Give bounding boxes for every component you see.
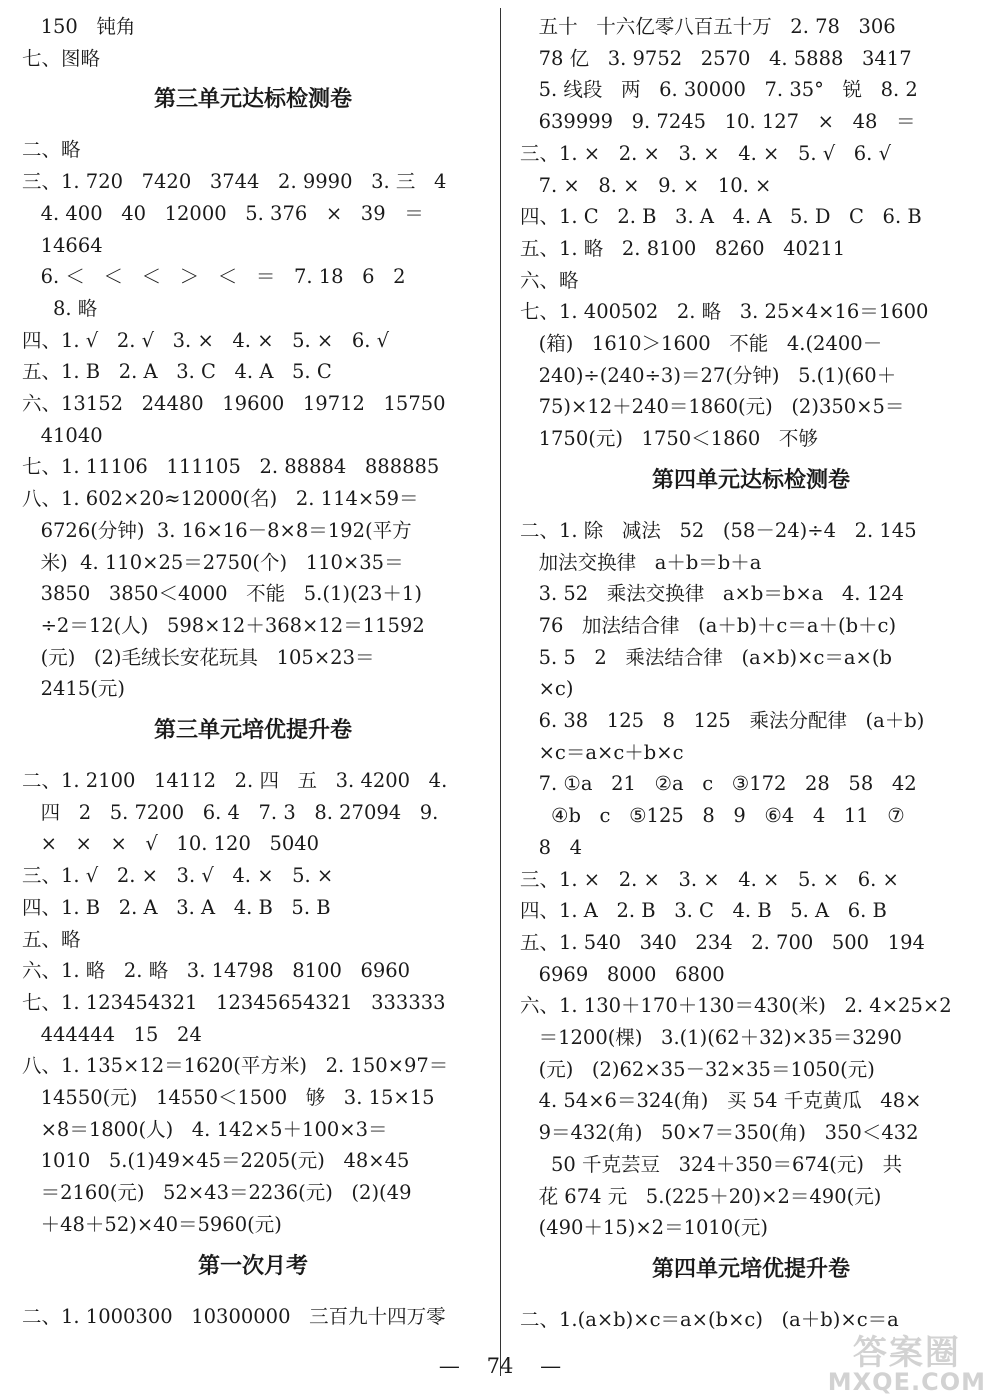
- answer-line: ＋48＋52)×40＝5960(元): [22, 1212, 282, 1236]
- answer-line: 二、1. 1000300 10300000 三百九十四万零: [22, 1304, 446, 1328]
- answer-line: 三、1. √ 2. × 3. √ 4. × 5. ×: [22, 864, 334, 888]
- answer-line: 花 674 元 5.(225＋20)×2＝490(元): [520, 1184, 882, 1208]
- column-divider: [500, 8, 501, 1376]
- answer-line: ÷2＝12(人) 598×12＋368×12＝11592: [22, 613, 425, 637]
- answer-line: (元) (2)毛绒长安花玩具 105×23＝: [22, 645, 375, 669]
- answer-line: 1010 5.(1)49×45＝2205(元) 48×45: [22, 1149, 410, 1173]
- watermark-cn: 答案圈: [852, 1333, 961, 1373]
- answer-line: 六、13152 24480 19600 19712 15750: [22, 392, 446, 415]
- answer-line: 5. 线段 两 6. 30000 7. 35° 锐 8. 2: [520, 78, 918, 102]
- answer-line: 五、略: [22, 927, 81, 951]
- answer-line: 七、1. 123454321 12345654321 333333: [22, 990, 446, 1014]
- answer-line: 8 4: [520, 835, 583, 859]
- answer-line: ×c): [520, 677, 574, 701]
- answer-line: 八、1. 135×12＝1620(平方米) 2. 150×97＝: [22, 1054, 449, 1078]
- watermark-logo: [827, 1333, 986, 1396]
- answer-line: 二、略: [22, 138, 81, 162]
- section-heading: 第三单元培优提升卷: [153, 718, 352, 743]
- section-heading: 第一次月考: [197, 1253, 308, 1279]
- answer-line: 加法交换律 a＋b＝b＋a: [520, 550, 762, 574]
- answer-line: (490＋15)×2＝1010(元): [520, 1216, 768, 1240]
- answer-line: 14664: [22, 233, 103, 257]
- answer-line: 4. 400 40 12000 5. 376 × 39 ＝: [22, 201, 424, 225]
- answer-line: 二、1. 除 减法 52 (58－24)÷4 2. 145: [520, 518, 917, 542]
- answer-line: (箱) 1610＞1600 不能 4.(2400－: [520, 332, 883, 355]
- answer-line: 41040: [22, 423, 103, 447]
- page-number: 74: [486, 1354, 514, 1378]
- answer-line: 5. 5 2 乘法结合律 (a×b)×c＝a×(b: [520, 645, 892, 669]
- answer-line: 78 亿 3. 9752 2570 4. 5888 3417: [520, 46, 912, 70]
- answer-line: 六、1. 130＋170＋130＝430(米) 2. 4×25×2: [520, 994, 952, 1018]
- answer-line: 8. 略: [22, 296, 98, 320]
- section-heading: 第四单元达标检测卷: [651, 467, 850, 493]
- answer-line: 3850 3850＜4000 不能 5.(1)(23＋1): [22, 582, 422, 606]
- answer-line: (元) (2)62×35－32×35＝1050(元): [520, 1057, 875, 1081]
- answer-line: 二、1. 2100 14112 2. 四 五 3. 4200 4.: [22, 769, 448, 792]
- answer-line: 四、1. B 2. A 3. A 4. B 5. B: [22, 895, 331, 919]
- answer-line: 14550(元) 14550＜1500 够 3. 15×15: [22, 1086, 435, 1109]
- answer-line: 八、1. 602×20≈12000(名) 2. 114×59＝: [22, 487, 419, 511]
- answer-line: 6. ＜ ＜ ＜ ＞ ＜ ＝ 7. 18 6 2: [22, 265, 406, 289]
- answer-line: 6969 8000 6800: [520, 962, 725, 986]
- answer-line: 三、1. 720 7420 3744 2. 9990 3. 三 4: [22, 170, 447, 194]
- answer-line: ×c＝a×c＋b×c: [520, 740, 684, 764]
- answer-line: 2415(元): [22, 677, 125, 701]
- answer-line: 五、1. 540 340 234 2. 700 500 194: [520, 930, 925, 954]
- answer-line: 7. ①a 21 ②a c ③172 28 58 42: [520, 772, 917, 796]
- answer-line: 三、1. × 2. × 3. × 4. × 5. × 6. ×: [520, 867, 899, 891]
- answer-line: 四、1. A 2. B 3. C 4. B 5. A 6. B: [520, 899, 887, 923]
- answer-line: 444444 15 24: [22, 1022, 202, 1046]
- answer-line: 240)÷(240÷3)＝27(分钟) 5.(1)(60＋: [520, 363, 897, 387]
- answer-line: 9＝432(角) 50×7＝350(角) 350＜432: [520, 1121, 919, 1145]
- answer-line: 米) 4. 110×25＝2750(个) 110×35＝: [22, 550, 404, 574]
- answer-line: 七、1. 400502 2. 略 3. 25×4×16＝1600: [520, 300, 929, 324]
- answer-line: 76 加法结合律 (a＋b)＋c＝a＋(b＋c): [520, 613, 897, 637]
- section-heading: 第三单元达标检测卷: [153, 87, 352, 113]
- answer-line: 3. 52 乘法交换律 a×b＝b×a 4. 124: [520, 582, 904, 606]
- answer-line: ＝2160(元) 52×43＝2236(元) (2)(49: [22, 1181, 412, 1205]
- answer-line: × × × √ 10. 120 5040: [22, 832, 320, 856]
- answer-line: 四、1. √ 2. √ 3. × 4. × 5. × 6. √: [22, 328, 390, 352]
- footer-dash-left: —: [438, 1354, 460, 1378]
- answer-line: 639999 9. 7245 10. 127 × 48 ＝: [520, 110, 916, 134]
- answer-line: 七、图略: [22, 46, 101, 70]
- answer-line: 75)×12＋240＝1860(元) (2)350×5＝: [520, 395, 905, 419]
- answer-line: ×8＝1800(人) 4. 142×5＋100×3＝: [22, 1117, 388, 1141]
- answer-line: 1750(元) 1750＜1860 不够: [520, 427, 818, 451]
- answer-line: 三、1. × 2. × 3. × 4. × 5. √ 6. √: [520, 141, 892, 165]
- answer-line: ④b c ⑤125 8 9 ⑥4 4 11 ⑦: [520, 804, 905, 828]
- answer-line: 二、1.(a×b)×c＝a×(b×c) (a＋b)×c＝a: [520, 1307, 899, 1331]
- answer-line: 6. 38 125 8 125 乘法分配律 (a＋b): [520, 709, 925, 732]
- footer-dash-right: —: [540, 1354, 562, 1378]
- section-heading: 第四单元培优提升卷: [651, 1256, 850, 1282]
- answer-line: 四、1. C 2. B 3. A 4. A 5. D C 6. B: [520, 205, 922, 229]
- answer-line: 6726(分钟) 3. 16×16－8×8＝192(平方: [22, 518, 412, 542]
- answer-line: 50 千克芸豆 324＋350＝674(元) 共: [520, 1152, 903, 1176]
- answer-line: 4. 54×6＝324(角) 买 54 千克黄瓜 48×: [520, 1089, 922, 1113]
- answer-line: ＝1200(棵) 3.(1)(62＋32)×35＝3290: [520, 1026, 902, 1049]
- answer-line: 六、略: [520, 268, 579, 292]
- answer-line: 七、1. 11106 111105 2. 88884 888885: [22, 455, 440, 479]
- answer-line: 六、1. 略 2. 略 3. 14798 8100 6960: [22, 959, 411, 983]
- answer-line: 四 2 5. 7200 6. 4 7. 3 8. 27094 9.: [22, 800, 439, 824]
- answer-line: 7. × 8. × 9. × 10. ×: [520, 173, 772, 197]
- answer-line: 五、1. B 2. A 3. C 4. A 5. C: [22, 360, 332, 384]
- answer-line: 五十 十六亿零八百五十万 2. 78 306: [520, 15, 896, 38]
- watermark-en: MXQE.COM: [827, 1368, 986, 1396]
- answer-line: 五、1. 略 2. 8100 8260 40211: [520, 236, 846, 260]
- answer-line: 150 钝角: [22, 15, 136, 38]
